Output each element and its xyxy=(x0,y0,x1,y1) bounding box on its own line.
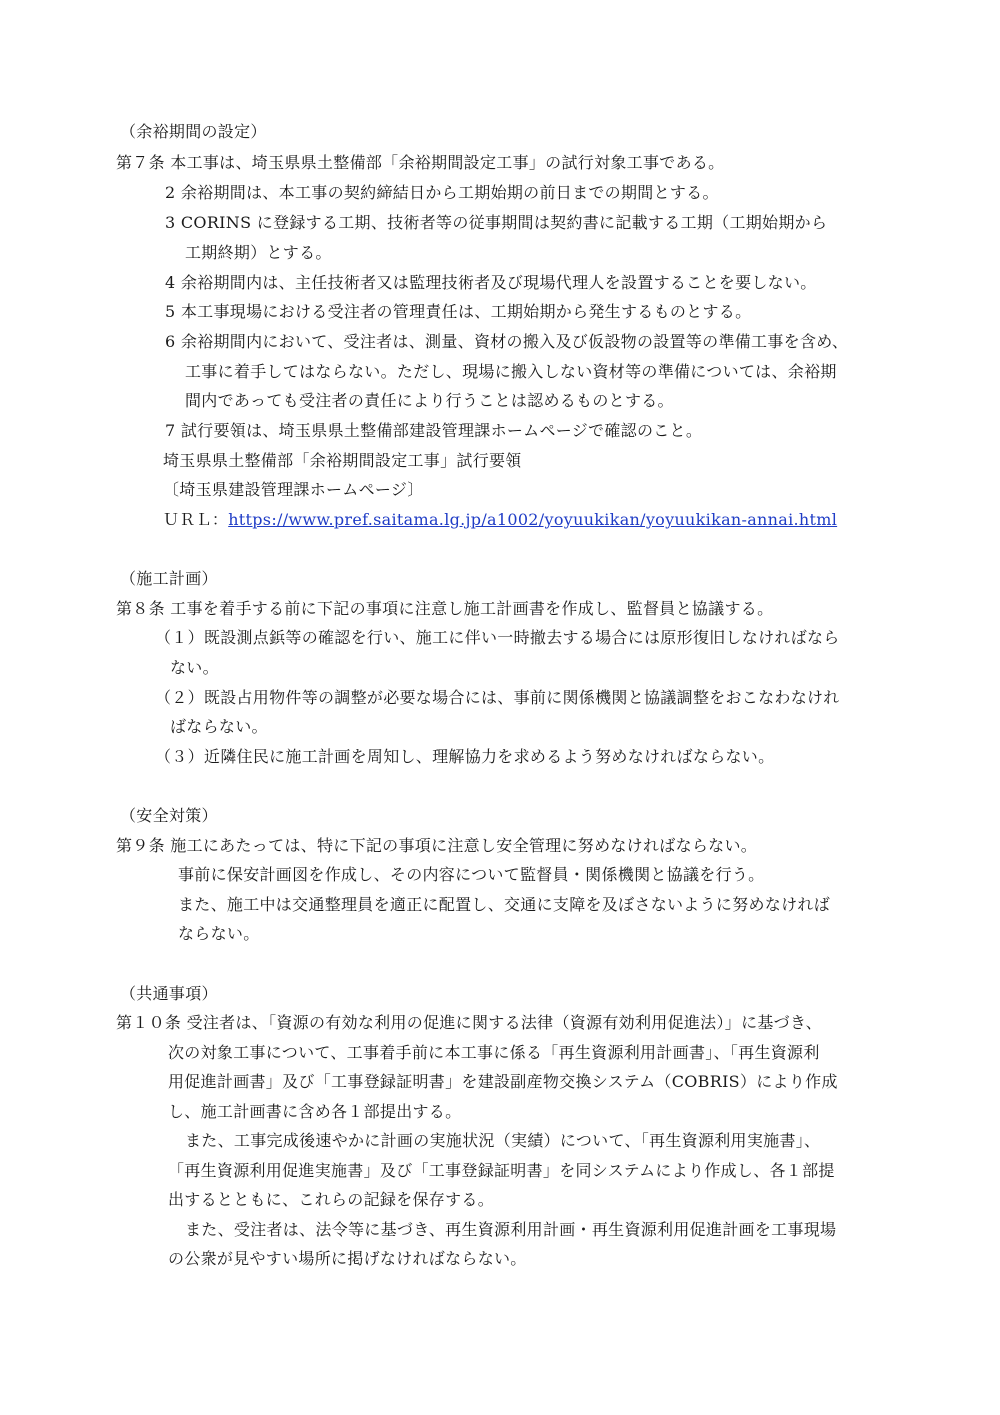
article-7-item-4: 4 余裕期間内は、主任技術者又は監理技術者及び現場代理人を設置することを要しない。 xyxy=(165,273,817,292)
article-10-p2-line-3: 出するとともに、これらの記録を保存する。 xyxy=(168,1190,495,1209)
article-10-p2-line-2: 「再生資源利用促進実施書」及び「工事登録証明書」を同システムにより作成し、各１部提 xyxy=(168,1161,835,1180)
article-10-p3-line-2: の公衆が見やすい場所に掲げなければならない。 xyxy=(168,1249,527,1268)
article-10: 第１０条 受注者は、「資源の有効な利用の促進に関する法律（資源有効利用促進法）」に基づき、 xyxy=(116,1013,822,1032)
section-heading-kyotsu: （共通事項） xyxy=(120,984,218,1003)
article-10-p1-line-4: し、施工計画書に含め各１部提出する。 xyxy=(168,1102,462,1121)
url-label: ＵＲＬ： xyxy=(163,510,229,529)
article-7-item-6-cont2: 間内であっても受注者の責任により行うことは認めるものとする。 xyxy=(185,391,674,410)
article-10-p2-line-1: また、工事完成後速やかに計画の実施状況（実績）について、「再生資源利用実施書」、 xyxy=(185,1131,821,1150)
article-7-item-3-cont: 工期終期）とする。 xyxy=(185,243,332,262)
article-8-item-2-cont: ばならない。 xyxy=(170,717,268,736)
article-8-item-2: （２）既設占用物件等の調整が必要な場合には、事前に関係機関と協議調整をおこなわなけれ xyxy=(155,688,840,707)
article-7-item-6-cont1: 工事に着手してはならない。ただし、現場に搬入しない資材等の準備については、余裕期 xyxy=(185,362,837,381)
homepage-label: 〔埼玉県建設管理課ホームページ〕 xyxy=(163,480,424,499)
section-heading-anzen: （安全対策） xyxy=(120,806,218,825)
article-9: 第９条 施工にあたっては、特に下記の事項に注意し安全管理に努めなければならない。 xyxy=(116,836,758,855)
guide-title: 埼玉県県土整備部「余裕期間設定工事」試行要領 xyxy=(163,451,522,470)
article-8-item-1: （１）既設測点鋲等の確認を行い、施工に伴い一時撤去する場合には原形復旧しなければなら xyxy=(155,628,840,647)
article-7-item-6: 6 余裕期間内において、受注者は、測量、資材の搬入及び仮設物の設置等の準備工事を含め、 xyxy=(165,332,849,351)
article-7-item-5: 5 本工事現場における受注者の管理責任は、工期始期から発生するものとする。 xyxy=(165,302,752,321)
article-7-item-3: 3 CORINS に登録する工期、技術者等の従事期間は契約書に記載する工期（工期始期から xyxy=(165,213,828,232)
guide-url-link[interactable]: https://www.pref.saitama.lg.jp/a1002/yoyuukikan/yoyuukikan-annai.html xyxy=(228,510,838,529)
article-10-p3-line-1: また、受注者は、法令等に基づき、再生資源利用計画・再生資源利用促進計画を工事現場 xyxy=(185,1220,837,1239)
article-9-line-2: また、施工中は交通整理員を適正に配置し、交通に支障を及ぼさないように努めなければ xyxy=(178,895,831,914)
article-7: 第７条 本工事は、埼玉県県土整備部「余裕期間設定工事」の試行対象工事である。 xyxy=(116,153,725,172)
section-heading-sekou: （施工計画） xyxy=(120,569,218,588)
url-line xyxy=(163,510,837,530)
article-10-p1-line-2: 次の対象工事について、工事着手前に本工事に係る「再生資源利用計画書」、「再生資源利 xyxy=(168,1043,820,1062)
article-9-line-3: ならない。 xyxy=(178,924,260,943)
article-10-p1-line-3: 用促進計画書」及び「工事登録証明書」を建設副産物交換システム（COBRIS）により作成 xyxy=(168,1072,838,1091)
article-8-item-1-cont: ない。 xyxy=(170,658,219,677)
article-8: 第８条 工事を着手する前に下記の事項に注意し施工計画書を作成し、監督員と協議する。 xyxy=(116,599,774,618)
article-7-item-2: 2 余裕期間は、本工事の契約締結日から工期始期の前日までの期間とする。 xyxy=(165,183,719,202)
article-9-line-1: 事前に保安計画図を作成し、その内容について監督員・関係機関と協議を行う。 xyxy=(178,865,765,884)
article-7-item-7: 7 試行要領は、埼玉県県土整備部建設管理課ホームページで確認のこと。 xyxy=(165,421,703,440)
article-8-item-3: （３）近隣住民に施工計画を周知し、理解協力を求めるよう努めなければならない。 xyxy=(155,747,775,766)
section-heading-yoyu: （余裕期間の設定） xyxy=(120,122,267,141)
